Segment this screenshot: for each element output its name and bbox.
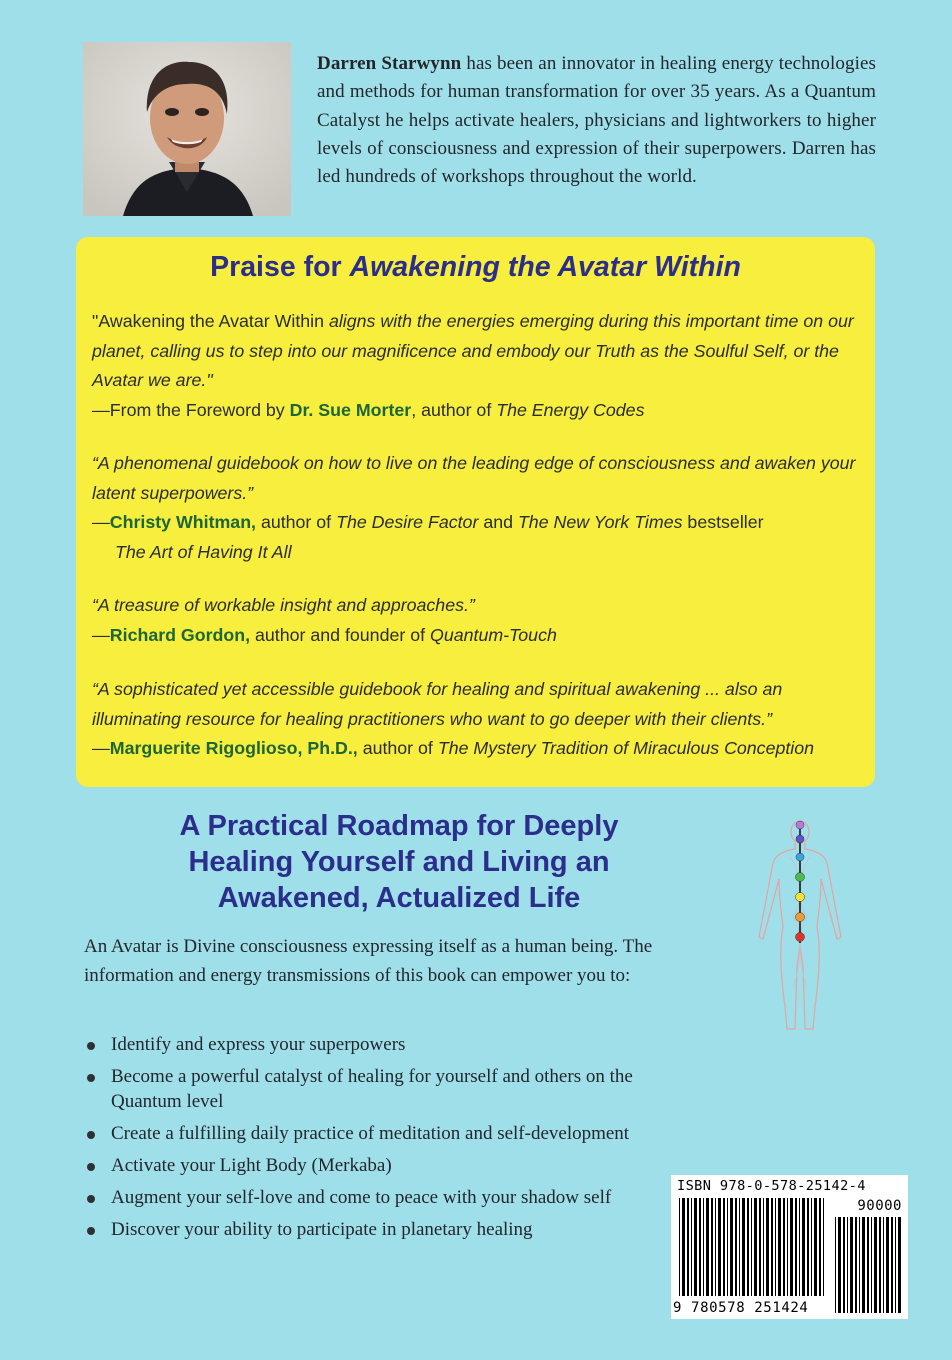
barcode-addon-bars <box>835 1217 901 1313</box>
quote-attribution <box>92 396 872 426</box>
roadmap-heading <box>90 808 708 916</box>
barcode-bar <box>891 1217 893 1313</box>
bullet-icon <box>87 1163 95 1171</box>
list-item-text: Activate your Light Body (Merkaba) <box>111 1154 392 1176</box>
list-item-text: Become a powerful catalyst of healing for yourself and others on the Quantum level <box>111 1066 633 1112</box>
list-item <box>84 1065 664 1114</box>
attr-work: The Energy Codes <box>496 399 645 420</box>
barcode-bar <box>691 1198 692 1296</box>
benefit-list <box>84 1033 664 1250</box>
barcode-bar <box>715 1198 716 1296</box>
barcode-bar <box>898 1217 901 1313</box>
barcode-bar <box>835 1217 836 1313</box>
list-item <box>84 1154 664 1179</box>
attr-name: Richard Gordon, <box>109 624 251 645</box>
barcode-bar <box>766 1198 769 1296</box>
quote-text: “A treasure of workable insight and approaches.” <box>92 595 475 615</box>
list-item <box>84 1218 664 1243</box>
quote-book: Awakening the Avatar Within <box>98 311 325 331</box>
barcode-bar <box>679 1198 680 1296</box>
quote-3 <box>92 591 872 650</box>
bullet-icon <box>87 1227 95 1235</box>
barcode-bar <box>727 1198 728 1296</box>
attr-work-3: The Art of Having It All <box>115 541 292 562</box>
quote-2 <box>92 449 872 567</box>
barcode-bar <box>787 1198 788 1296</box>
barcode-bar <box>783 1198 785 1296</box>
barcode-bar <box>823 1198 824 1296</box>
bullet-icon <box>87 1195 95 1203</box>
attr-mid: , author of <box>411 399 497 420</box>
attr-name: Christy Whitman, <box>109 512 256 532</box>
quote-4 <box>92 675 872 764</box>
roadmap-line-1: A Practical Roadmap for Deeply <box>179 810 619 842</box>
author-name: Darren Starwynn <box>317 53 462 74</box>
barcode-bar <box>735 1198 737 1296</box>
bullet-icon <box>87 1131 95 1139</box>
barcode-bar <box>814 1198 817 1296</box>
barcode-bar <box>819 1198 821 1296</box>
barcode-bar <box>871 1217 872 1313</box>
barcode-bar <box>879 1217 881 1313</box>
attr-mid: author of <box>357 738 438 758</box>
barcode-bar <box>855 1217 857 1313</box>
barcode-bar <box>742 1198 745 1296</box>
barcode-bar <box>699 1198 701 1296</box>
barcode-bar <box>790 1198 793 1296</box>
barcode-bar <box>867 1217 869 1313</box>
bullet-icon <box>87 1042 95 1050</box>
attr-mid: author of <box>256 512 337 532</box>
attr-mid: author and founder of <box>250 624 430 645</box>
list-item <box>84 1033 664 1058</box>
barcode-bar <box>862 1217 865 1313</box>
attr-prefix: — <box>92 738 110 758</box>
praise-box <box>76 237 875 787</box>
quote-text: “A sophisticated yet accessible guidebook for healing and spiritual awakening ... also an illuminating resource for healing practitioners who want to go deeper with their clients.” <box>92 679 783 729</box>
list-item-text: Create a fulfilling daily practice of meditation and self-development <box>111 1122 630 1144</box>
barcode-bar <box>723 1198 725 1296</box>
barcode-bar <box>874 1217 877 1313</box>
barcode-bar <box>847 1217 848 1313</box>
barcode-bars <box>679 1198 825 1296</box>
quote-text: “A phenomenal guidebook on how to live on the leading edge of consciousness and awaken your latent superpowers.” <box>92 453 856 503</box>
barcode-bar <box>850 1217 853 1313</box>
quote-attribution <box>92 508 872 567</box>
quote-open: " <box>92 311 99 331</box>
list-item-text: Discover your ability to participate in planetary healing <box>111 1218 533 1240</box>
barcode-bar <box>771 1198 773 1296</box>
barcode-bar <box>895 1217 896 1313</box>
barcode-bar <box>682 1198 685 1296</box>
list-item-text: Augment your self-love and come to peace with your shadow self <box>111 1186 612 1208</box>
barcode-bar <box>694 1198 697 1296</box>
praise-title <box>76 251 875 284</box>
attr-and: and <box>478 512 518 532</box>
barcode-bar <box>747 1198 749 1296</box>
attr-work: Quantum-Touch <box>430 624 557 645</box>
quote-attribution <box>92 734 872 764</box>
barcode-bar <box>751 1198 752 1296</box>
barcode-bar <box>703 1198 704 1296</box>
barcode-bar <box>886 1217 889 1313</box>
attr-work: The Desire Factor <box>336 512 479 532</box>
barcode-bar <box>763 1198 764 1296</box>
barcode-bar <box>730 1198 733 1296</box>
attr-prefix: —From the Foreword by <box>92 399 290 420</box>
barcode-bar <box>754 1198 757 1296</box>
barcode-digits: 9 780578 251424 <box>673 1300 809 1316</box>
attr-tail: bestseller <box>682 512 764 532</box>
barcode-bar <box>718 1198 721 1296</box>
barcode-bar <box>711 1198 713 1296</box>
barcode-bar <box>811 1198 812 1296</box>
author-bio <box>317 50 876 191</box>
list-item <box>84 1122 664 1147</box>
intro-paragraph: An Avatar is Divine consciousness expressing itself as a human being. The information and energy transmissions of this book can empower you to: <box>84 936 653 986</box>
barcode-bar <box>706 1198 709 1296</box>
isbn-barcode <box>671 1175 908 1319</box>
barcode-bar <box>843 1217 845 1313</box>
barcode-bar <box>802 1198 805 1296</box>
isbn-label: ISBN 978-0-578-25142-4 <box>677 1178 866 1194</box>
barcode-bar <box>838 1217 841 1313</box>
attr-name: Dr. Sue Morter <box>289 399 412 420</box>
roadmap-line-2: Healing Yourself and Living an <box>188 846 610 878</box>
barcode-bar <box>687 1198 689 1296</box>
author-photo <box>83 42 291 216</box>
barcode-bar <box>775 1198 776 1296</box>
bullet-icon <box>87 1074 95 1082</box>
attr-prefix: — <box>92 624 110 645</box>
barcode-bar <box>795 1198 797 1296</box>
roadmap-line-3: Awakened, Actualized Life <box>217 882 581 914</box>
list-item <box>84 1186 664 1211</box>
quote-text: aligns with the energies emerging during this important time on our planet, calling us to step into our magnificence and embody our Truth as the Soulful Self, or the Avatar we are." <box>92 311 854 390</box>
barcode-bar <box>807 1198 809 1296</box>
quote-attribution <box>92 621 872 651</box>
attr-work-2: The New York Times <box>517 512 683 532</box>
barcode-bar <box>799 1198 800 1296</box>
barcode-bar <box>859 1217 860 1313</box>
praise-title-prefix: Praise for <box>210 251 350 283</box>
barcode-bar <box>759 1198 761 1296</box>
list-item-text: Identify and express your superpowers <box>111 1034 406 1055</box>
barcode-bar <box>739 1198 740 1296</box>
barcode-bar <box>883 1217 884 1313</box>
attr-name: Marguerite Rigoglioso, Ph.D., <box>109 738 358 758</box>
price-code: 90000 <box>857 1198 902 1214</box>
quote-1 <box>92 307 872 425</box>
barcode-bar <box>778 1198 781 1296</box>
praise-title-book: Awakening the Avatar Within <box>349 251 741 283</box>
chakra-body-illustration <box>745 817 855 1035</box>
attr-work: The Mystery Tradition of Miraculous Conception <box>437 738 815 758</box>
attr-prefix: — <box>92 512 110 532</box>
bio-text: has been an innovator in healing energy technologies and methods for human transformation for over 35 years. As a Quantum Catalyst he helps activate healers, physicians and lightworkers to higher levels of consciousness and expression of their superpowers. Darren has led hundreds of workshops throughout the world. <box>317 53 876 188</box>
